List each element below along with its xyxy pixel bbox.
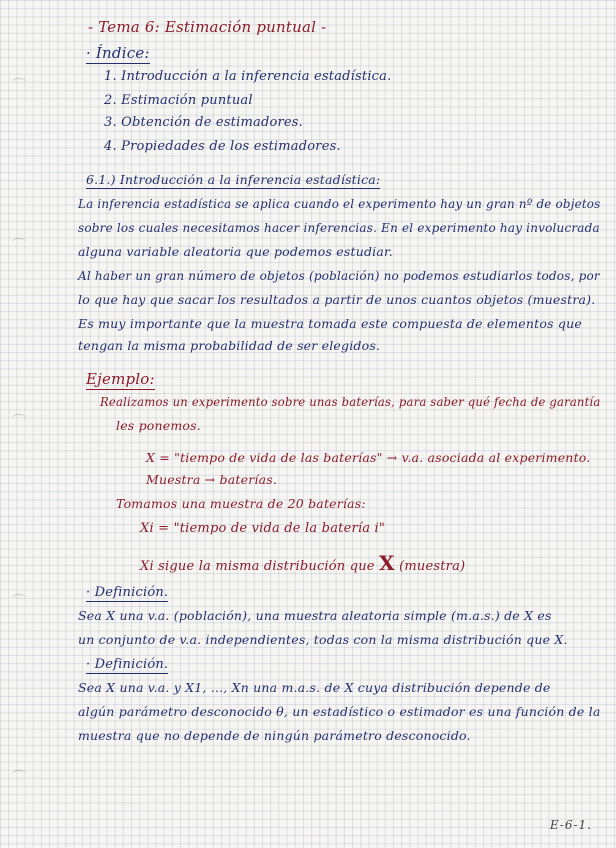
example-xi-definition: Xi = "tiempo de vida de la batería i" <box>140 521 386 536</box>
index-item: 1. Introducción a la inferencia estadística. <box>104 69 392 84</box>
example-muestra: Muestra → baterías. <box>146 472 278 487</box>
definition-heading: · Definición. <box>86 585 169 600</box>
example-tomamos: Tomamos una muestra de 20 baterías: <box>116 496 366 511</box>
definition-line: Sea X una v.a. (población), una muestra aleatoria simple (m.a.s.) de X es <box>78 608 552 623</box>
text-line: tengan la misma probabilidad de ser elegidos. <box>78 338 381 353</box>
index-item: 2. Estimación puntual <box>104 93 253 108</box>
text-line: Es muy importante que la muestra tomada este compuesta de elementos que <box>78 316 582 331</box>
text-line: Al haber un gran número de objetos (población) no podemos estudiarlos todos, por <box>78 268 600 283</box>
text-line: lo que hay que sacar los resultados a partir de unos cuantos objetos (muestra). <box>78 292 596 307</box>
page-number: E-6-1. <box>549 818 592 832</box>
index-item: 4. Propiedades de los estimadores. <box>104 139 341 154</box>
definition-line: un conjunto de v.a. independientes, todas con la misma distribución que X. <box>78 632 568 647</box>
binder-hole <box>12 594 26 602</box>
example-line: les ponemos. <box>116 418 201 433</box>
section-heading: 6.1.) Introducción a la inferencia estadística: <box>86 172 381 187</box>
example-x-definition: X = "tiempo de vida de las baterías" → v.a. asociada al experimento. <box>146 450 591 465</box>
index-item: 3. Obtención de estimadores. <box>104 115 304 130</box>
definition-line: Sea X una v.a. y X1, ..., Xn una m.a.s. de X cuya distribución depende de <box>78 680 551 695</box>
text-line: La inferencia estadística se aplica cuando el experimento hay un gran nº de objetos <box>78 196 601 211</box>
binder-hole <box>12 238 26 246</box>
example-line: Realizamos un experimento sobre unas baterías, para saber qué fecha de garantía <box>100 394 601 409</box>
definition-line: algún parámetro desconocido θ, un estadístico o estimador es una función de la <box>78 704 601 719</box>
definition-line: muestra que no depende de ningún parámetro desconocido. <box>78 728 471 743</box>
index-heading: · Índice: <box>86 44 150 62</box>
page-title: - Tema 6: Estimación puntual - <box>88 18 327 36</box>
binder-hole <box>12 414 26 422</box>
binder-hole <box>12 78 26 86</box>
text-line: sobre los cuales necesitamos hacer inferencias. En el experimento hay involucrada <box>78 220 600 235</box>
example-heading: Ejemplo: <box>86 370 155 388</box>
binder-hole <box>12 770 26 778</box>
example-xi-sigue: Xi sigue la misma distribución que X (muestra) <box>140 551 466 575</box>
text-line: alguna variable aleatoria que podemos estudiar. <box>78 244 393 259</box>
definition-heading: · Definición. <box>86 657 169 672</box>
